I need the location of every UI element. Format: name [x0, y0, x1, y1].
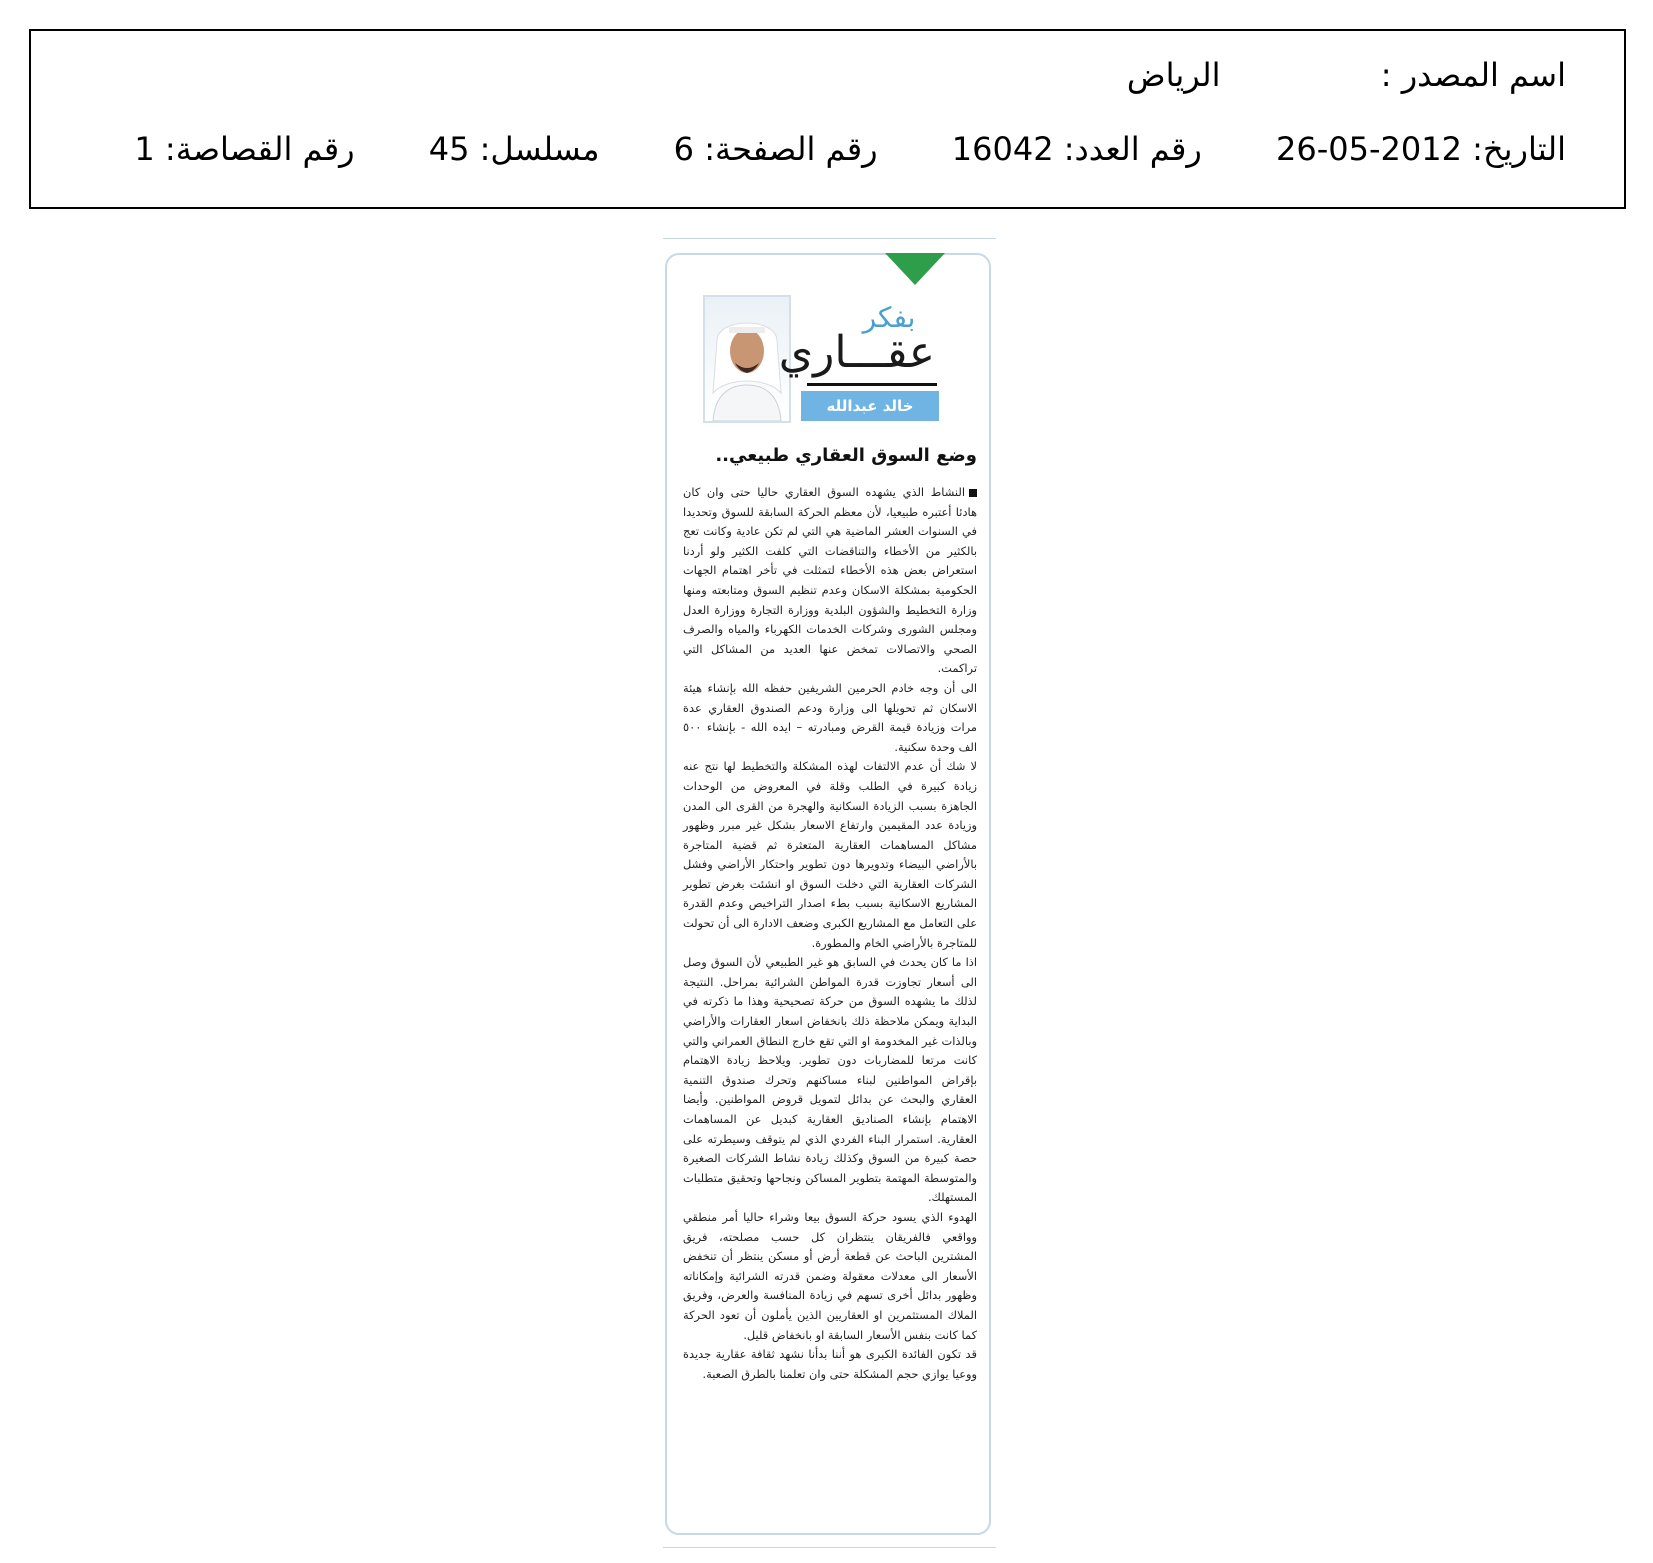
- author-portrait-icon: [705, 297, 789, 421]
- clip-value: 1: [134, 130, 155, 168]
- issue-field: [952, 129, 1202, 169]
- bullet-icon: [969, 489, 977, 497]
- author-photo: [703, 295, 791, 423]
- issue-label: رقم العدد:: [1063, 130, 1202, 168]
- serial-field: [429, 129, 600, 169]
- article-body: [683, 483, 977, 1523]
- meta-row: [134, 129, 1566, 169]
- clipping-header: [29, 29, 1626, 209]
- column-logo-main: عقـــاري: [778, 327, 935, 378]
- article-paragraph-1: النشاط الذي يشهده السوق العقاري حاليا حتى وان كان هادئا أعتبره طبيعيا، لأن معظم الحركة السابقة للسوق وتحديدا في السنوات العشر الماضية هي التي لم تكن عادية وكانت تعج بالكثير من الأخطاء والتناقضات التي كلفت الكثير ولو أردنا استعراض بعض هذه الأخطاء لتمثلت في تأخر اهتمام الجهات الحكومية بمشكلة الاسكان وعدم تنظيم السوق ومتابعته ومنها وزارة التخطيط والشؤون البلدية ووزارة التجارة ووزارة العدل ومجلس الشورى وشركات الخدمات الكهرباء والمياه والصرف الصحي والاتصالات تمخض عنها العديد من المشاكل التي تراكمت.: [683, 485, 977, 676]
- source-value: الرياض: [1126, 56, 1221, 94]
- serial-label: مسلسل:: [479, 130, 600, 168]
- article-paragraph-6: قد تكون الفائدة الكبرى هو أننا بدأنا نشهد ثقافة عقارية جديدة ووعيا يوازي حجم المشكلة حتى وان تعلمنا بالطرق الصعبة.: [683, 1347, 977, 1381]
- green-flag-icon: [885, 253, 945, 287]
- article-paragraph-3: لا شك أن عدم الالتفات لهذه المشكلة والتخطيط لها نتج عنه زيادة كبيرة في الطلب وقلة في المعروض من الوحدات الجاهزة بسبب الزيادة السكانية والهجرة من القرى الى المدن وزيادة عدد المقيمين وارتفاع الاسعار بشكل غير مبرر وظهور مشاكل المساهمات العقارية المتعثرة ثم قضية المتاجرة بالأراضي البيضاء وتدويرها دون تطوير واحتكار الأراضي وفشل الشركات العقارية التي دخلت السوق او انشئت بغرض تطوير المشاريع الاسكانية بسبب بطء اصدار التراخيص وعدم القدرة على التعامل مع المشاريع الكبرى وضعف الادارة الى أن تحولت للمتاجرة بالأراضي الخام والمطورة.: [683, 759, 977, 950]
- column-card: [665, 253, 991, 1535]
- source-label: اسم المصدر :: [1380, 56, 1566, 94]
- article-paragraph-5: الهدوء الذي يسود حركة السوق بيعا وشراء حاليا أمر منطقي وواقعي فالفريقان ينتظران كل حسب مصلحته، فريق المشترين الباحث عن قطعة أرض أو مسكن ينتظر أن تنخفض الأسعار الى معدلات معقولة وضمن قدرته الشرائية وإمكاناته وظهور بدائل أخرى تسهم في زيادة المنافسة والعرض، وفريق الملاك المستثمرين او العقاريين الذين يأملون أن تعود الحركة كما كانت بنفس الأسعار السابقة او بانخفاض قليل.: [683, 1209, 977, 1342]
- serial-value: 45: [428, 130, 470, 168]
- date-label: التاريخ:: [1472, 130, 1566, 168]
- page-field: [674, 129, 878, 169]
- page-label: رقم الصفحة:: [704, 130, 878, 168]
- logo-underline: [807, 383, 937, 386]
- issue-value: 16042: [951, 130, 1054, 168]
- source-row: [1127, 55, 1566, 95]
- clip-label: رقم القصاصة:: [164, 130, 355, 168]
- author-name: خالد عبدالله الجارالله: [801, 391, 939, 421]
- page-value: 6: [673, 130, 695, 168]
- clip-field: [134, 129, 354, 169]
- date-field: [1276, 129, 1566, 169]
- date-value: 2012-05-26: [1276, 130, 1462, 168]
- column-logo-small: بفكر: [862, 301, 916, 334]
- article-paragraph-2: الى أن وجه خادم الحرمين الشريفين حفظه الله بإنشاء هيئة الاسكان ثم تحويلها الى وزارة ودعم الصندوق العقاري عدة مرات وزيادة قيمة القرض ومبادرته – ايده الله - بإنشاء ٥٠٠ الف وحدة سكنية.: [683, 680, 977, 754]
- article-headline: وضع السوق العقاري طبيعي..: [715, 445, 977, 466]
- newspaper-clipping: [663, 238, 996, 1548]
- article-paragraph-4: اذا ما كان يحدث في السابق هو غير الطبيعي لأن السوق وصل الى أسعار تجاوزت قدرة المواطن الشرائية بمراحل. النتيجة لذلك ما يشهده السوق من حركة تصحيحية وهذا ما ذكرته في البداية ويمكن ملاحظة ذلك بانخفاض اسعار العقارات والأراضي وبالذات غير المخدومة او التي تقع خارج النطاق العمراني والتي كانت مرتعا للمضاربات دون تطوير. ويلاحظ زيادة الاهتمام بإقراض المواطنين لبناء مساكنهم وتحرك صندوق التنمية العقاري والبحث عن بدائل لتمويل قروض المواطنين. وأيضا الاهتمام بإنشاء الصناديق العقارية كبديل عن المساهمات العقارية. استمرار البناء الفردي الذي لم يتوقف وسيطرته على حصة كبيرة من السوق وكذلك زيادة نشاط الشركات الصغيرة والمتوسطة المهتمة بتطوير المساكن ونجاحها وتحقيق متطلبات المستهلك.: [683, 955, 977, 1205]
